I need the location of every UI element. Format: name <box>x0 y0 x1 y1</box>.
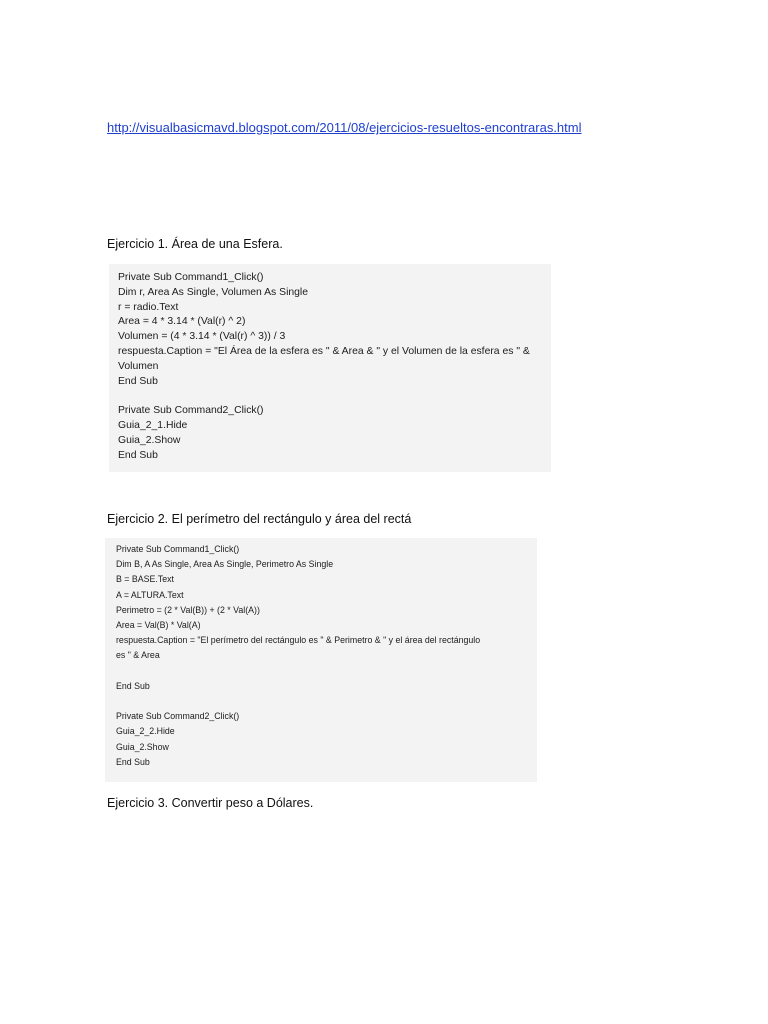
exercise-1-code-block <box>109 264 551 472</box>
code-line: B = BASE.Text <box>116 574 174 585</box>
code-line: Volumen = (4 * 3.14 * (Val(r) ^ 3)) / 3 <box>118 331 286 343</box>
code-line <box>116 694 537 709</box>
code-line: r = radio.Text <box>118 301 179 313</box>
exercise-1-heading: Ejercicio 1. Área de una Esfera. <box>107 237 283 251</box>
code-line: Private Sub Command2_Click() <box>118 405 264 417</box>
code-line: Perimetro = (2 * Val(B)) + (2 * Val(A)) <box>116 604 260 615</box>
code-line: Guia_2.Show <box>118 434 181 446</box>
code-line <box>116 664 537 679</box>
code-line: Dim B, A As Single, Area As Single, Perimetro As Single <box>116 559 334 570</box>
code-line: End Sub <box>118 449 158 461</box>
code-line: Volumen <box>118 360 159 372</box>
code-line: es " & Area <box>116 650 160 661</box>
exercise-3-heading: Ejercicio 3. Convertir peso a Dólares. <box>107 796 314 810</box>
code-line: respuesta.Caption = "El Área de la esfera es " & Area & " y el Volumen de la esfera es " & <box>118 345 530 357</box>
code-line: End Sub <box>118 375 158 387</box>
code-line <box>118 389 551 404</box>
exercise-2-heading: Ejercicio 2. El perímetro del rectángulo y área del rectá <box>107 512 412 526</box>
code-line: Guia_2_1.Hide <box>118 419 188 431</box>
code-line: End Sub <box>116 756 150 767</box>
code-line: A = ALTURA.Text <box>116 589 184 600</box>
code-line: Guia_2_2.Hide <box>116 726 175 737</box>
source-link[interactable]: http://visualbasicmavd.blogspot.com/2011/08/ejercicios-resueltos-encontraras.html <box>107 120 582 135</box>
exercise-2-code-block <box>105 538 537 782</box>
code-line: Area = 4 * 3.14 * (Val(r) ^ 2) <box>118 316 246 328</box>
code-line: Guia_2.Show <box>116 741 169 752</box>
code-line: End Sub <box>116 680 150 691</box>
code-line: Area = Val(B) * Val(A) <box>116 620 201 631</box>
code-line: Private Sub Command2_Click() <box>116 711 240 722</box>
code-line: Private Sub Command1_Click() <box>116 544 240 554</box>
code-line: respuesta.Caption = "El perímetro del rectángulo es " & Perimetro & " y el área del rectángulo <box>116 635 481 646</box>
code-line: Dim r, Area As Single, Volumen As Single <box>118 286 309 298</box>
code-line: Private Sub Command1_Click() <box>118 272 264 283</box>
